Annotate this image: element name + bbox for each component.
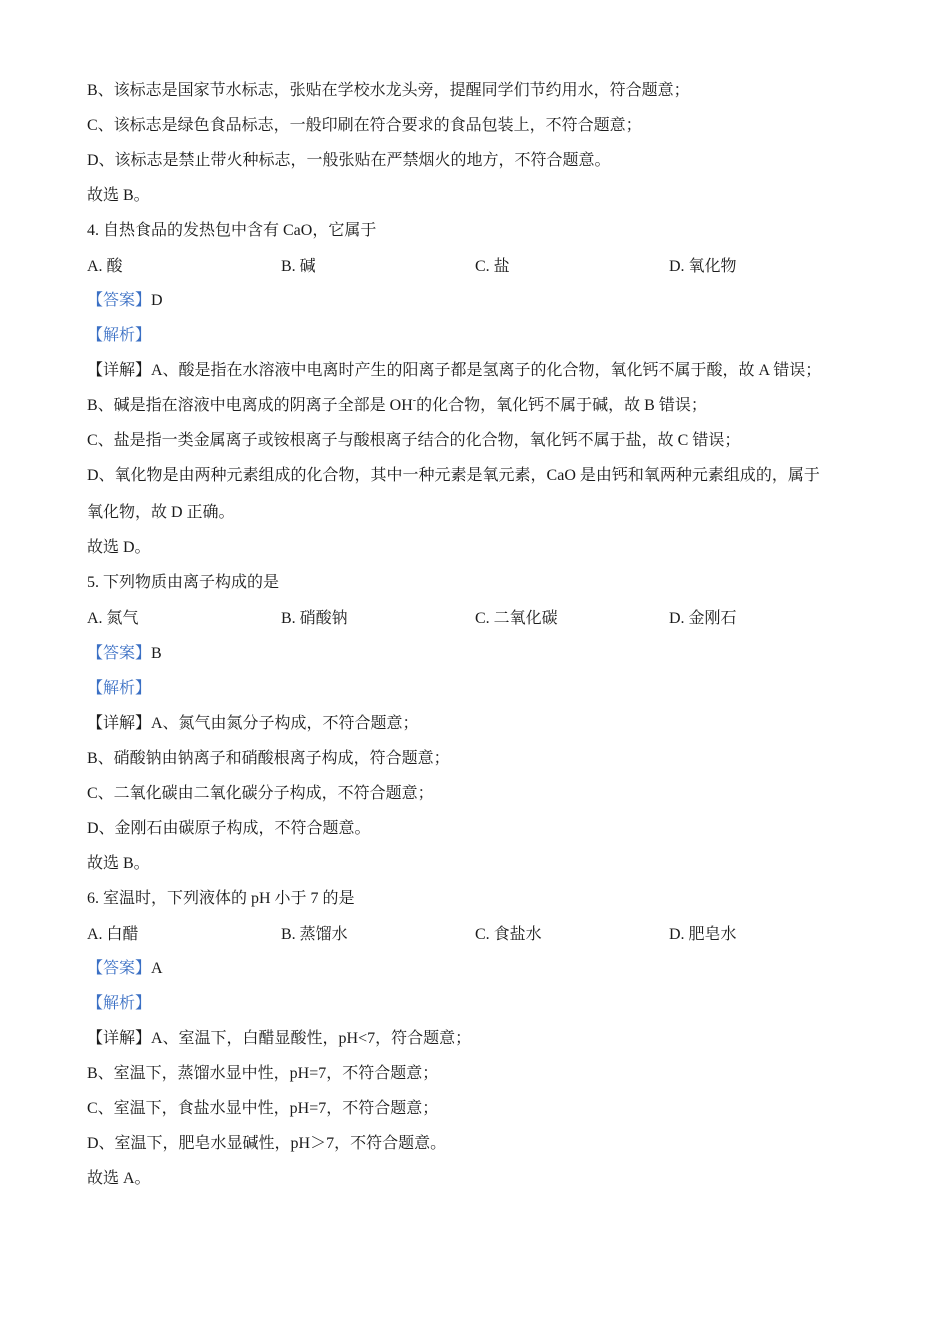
- q5-option-c: C. 二氧化碳: [475, 610, 558, 627]
- q5-option-d: D. 金刚石: [669, 610, 737, 627]
- q6-option-a: A. 白醋: [87, 926, 139, 943]
- q6-detail-b: B、室温下，蒸馏水显中性，pH=7，不符合题意；: [87, 1065, 439, 1082]
- q6-question: 6. 室温时，下列液体的 pH 小于 7 的是: [87, 890, 355, 907]
- q5-question: 5. 下列物质由离子构成的是: [87, 574, 280, 591]
- q4-detail-b-pre: B、碱是指在溶液中电离成的阴离子全部是 OH: [87, 397, 413, 414]
- q4-detail-b: [87, 396, 707, 416]
- q6-option-b: B. 蒸馏水: [281, 926, 348, 943]
- q5-answer-line: [87, 644, 162, 664]
- answer-tag: 【答案】: [87, 645, 152, 662]
- q3-explain-d: D、该标志是禁止带火种标志，一般张贴在严禁烟火的地方，不符合题意。: [87, 152, 611, 169]
- q5-detail-c: C、二氧化碳由二氧化碳分子构成，不符合题意；: [87, 785, 434, 802]
- q3-conclusion: 故选 B。: [87, 187, 150, 204]
- q4-option-c: C. 盐: [475, 258, 510, 275]
- q4-detail-b-post: 的化合物，氧化钙不属于碱，故 B 错误；: [416, 397, 707, 414]
- q6-analysis-tag: 【解析】: [87, 995, 152, 1012]
- q5-conclusion: 故选 B。: [87, 855, 150, 872]
- q4-detail-d2: 氧化物，故 D 正确。: [87, 504, 235, 521]
- q4-analysis-tag: 【解析】: [87, 327, 152, 344]
- q3-explain-c: C、该标志是绿色食品标志，一般印刷在符合要求的食品包装上，不符合题意；: [87, 117, 642, 134]
- q5-answer: B: [151, 645, 162, 662]
- q5-analysis-tag: 【解析】: [87, 680, 152, 697]
- q5-option-b: B. 硝酸钠: [281, 610, 348, 627]
- q6-option-d: D. 肥皂水: [669, 926, 737, 943]
- answer-tag: 【答案】: [87, 960, 152, 977]
- q5-option-a: A. 氮气: [87, 610, 139, 627]
- q6-detail-c: C、室温下，食盐水显中性，pH=7，不符合题意；: [87, 1100, 439, 1117]
- q6-detail-a: 【详解】A、室温下，白醋显酸性，pH<7，符合题意；: [87, 1030, 472, 1047]
- q4-question: 4. 自热食品的发热包中含有 CaO，它属于: [87, 222, 377, 239]
- q6-answer-line: [87, 959, 163, 979]
- q6-answer: A: [151, 960, 163, 977]
- q4-detail-b-sup: -: [412, 394, 417, 406]
- q5-detail-d: D、金刚石由碳原子构成，不符合题意。: [87, 820, 371, 837]
- q6-detail-d: D、室温下，肥皂水显碱性，pH＞7，不符合题意。: [87, 1135, 447, 1152]
- q6-conclusion: 故选 A。: [87, 1170, 151, 1187]
- q5-detail-a: 【详解】A、氮气由氮分子构成，不符合题意；: [87, 715, 419, 732]
- q4-option-a: A. 酸: [87, 258, 123, 275]
- q4-option-d: D. 氧化物: [669, 258, 737, 275]
- answer-tag: 【答案】: [87, 292, 152, 309]
- q4-answer: D: [151, 292, 163, 309]
- q4-detail-d1: D、氧化物是由两种元素组成的化合物，其中一种元素是氧元素，CaO 是由钙和氧两种元素组成的，属于: [87, 467, 820, 484]
- q4-answer-line: [87, 291, 163, 311]
- q4-option-b: B. 碱: [281, 258, 316, 275]
- q5-detail-b: B、硝酸钠由钠离子和硝酸根离子构成，符合题意；: [87, 750, 450, 767]
- q4-detail-a: 【详解】A、酸是指在水溶液中电离时产生的阳离子都是氢离子的化合物，氧化钙不属于酸，故 A 错误；: [87, 362, 822, 379]
- q4-detail-c: C、盐是指一类金属离子或铵根离子与酸根离子结合的化合物，氧化钙不属于盐，故 C 错误；: [87, 432, 741, 449]
- q6-option-c: C. 食盐水: [475, 926, 542, 943]
- q4-conclusion: 故选 D。: [87, 539, 151, 556]
- q3-explain-b: B、该标志是国家节水标志，张贴在学校水龙头旁，提醒同学们节约用水，符合题意；: [87, 82, 690, 99]
